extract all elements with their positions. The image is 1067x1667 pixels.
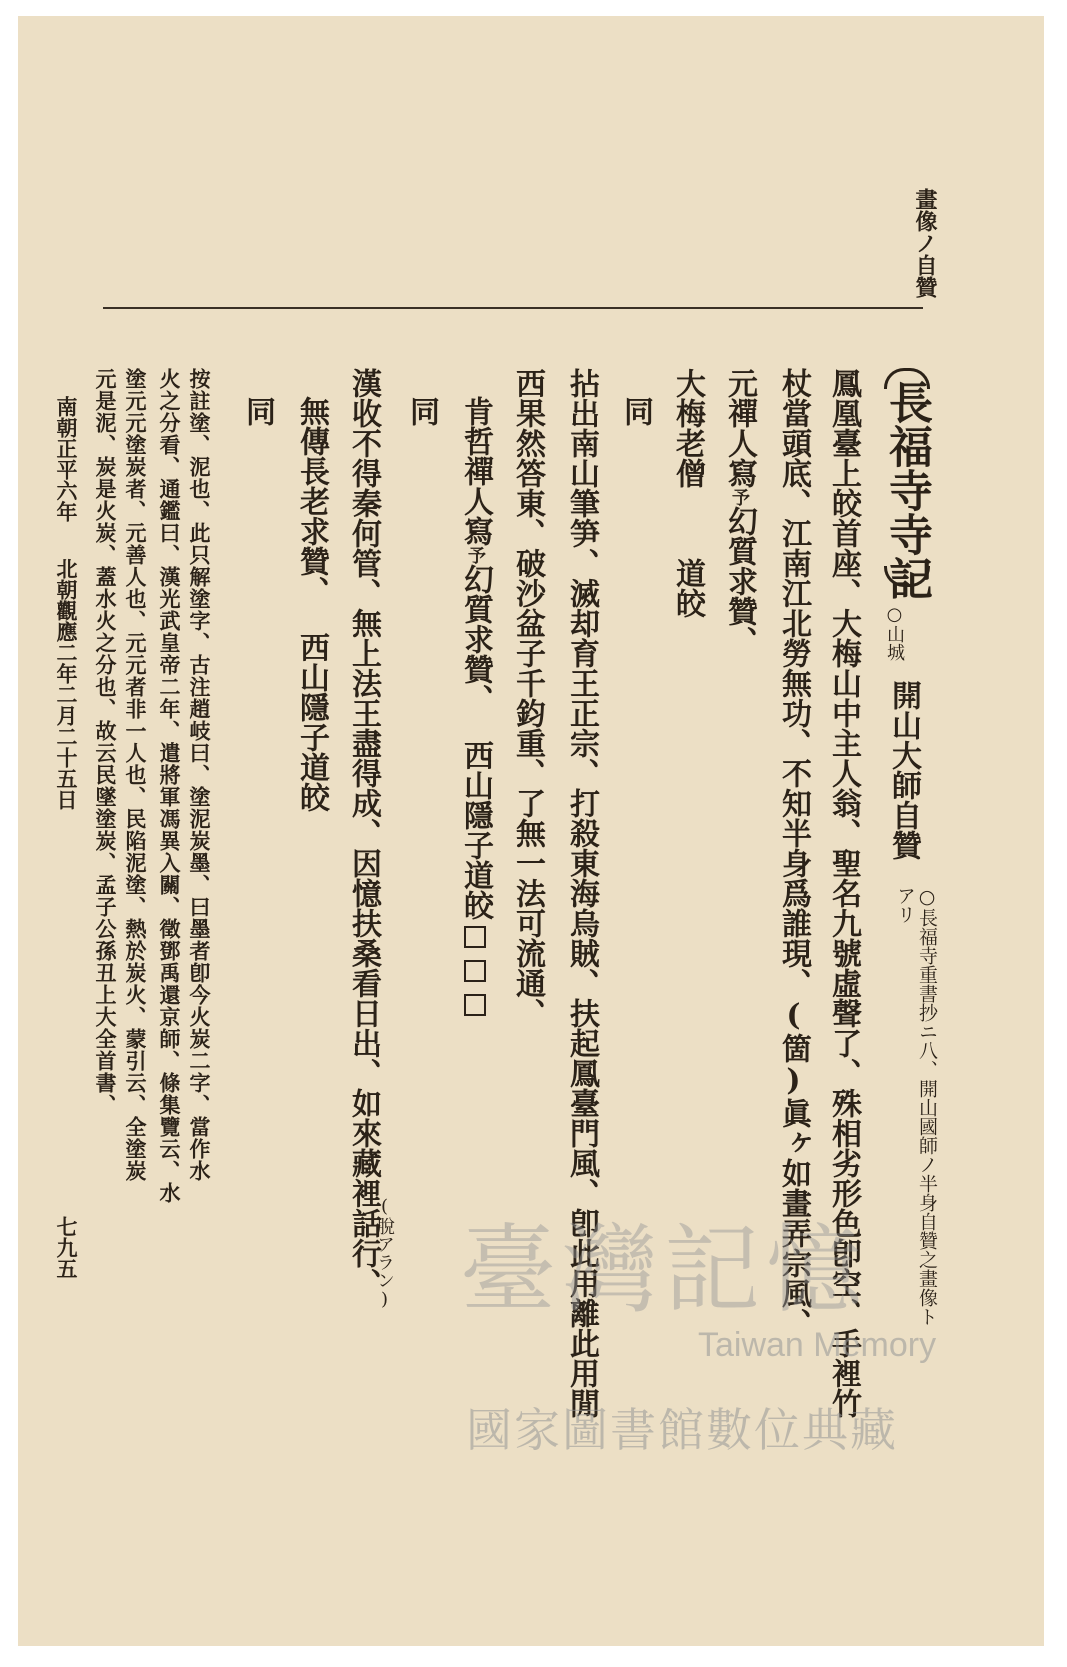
body-line-7: 西果然答東、破沙盆子千鈞重、了無一法可流通、 [510,368,545,1028]
poem-heading: 開山大師自贊 [886,680,921,860]
missing-char-boxes [458,920,493,1022]
poem-same-3: 同 [240,396,275,426]
author-name-2: 西山隱子道皎 [458,740,493,920]
northern-date: 北朝觀應二年二月二十五日 [54,558,79,810]
title-note: ○山城 [884,604,905,661]
poem-heading-note: ○長福寺重書抄ニ八、開山國師ノ半身自贊之畫像トアリ [894,886,938,1326]
author-name: 道皎 [670,558,705,618]
commentary-line-4: 元是泥、炭是火炭、蓋水火之分也、故云民墜塗炭、孟子公孫丑上大全首書、 [93,368,118,1116]
page-number: 七九五 [54,1216,79,1279]
running-header: 畫像ノ自贊 [912,188,938,298]
title-text: 長福寺寺記 [881,380,932,600]
header-rule [103,307,923,309]
poem-same-1: 同 [618,396,653,426]
body-line-6: 拈出南山筆笋、滅却育王正宗、打殺東海烏賊、扶起鳳臺門風、卽此用離此用閒 [564,368,599,1418]
writer-name: 元禪人寫 [722,368,757,488]
commentary-line-1: 按註塗、泥也、此只解塗字、古注趙岐曰、塗泥炭墨、曰墨者卽今火炭二字、當作水 [187,368,212,1182]
pronoun-note-2: 予 [465,546,486,564]
writer-name-2: 肯哲禪人寫 [458,396,493,546]
line-10-text: 漢收不得秦何管、無上法王盡得成、因憶扶桑看日出、如來藏裡話行、 [346,368,381,1298]
southern-date: 南朝正平六年 [54,396,79,522]
document-page [18,16,1044,1646]
footer-date [54,396,78,810]
watermark-english: Taiwan Memory [698,1326,937,1364]
watermark-library: 國家圖書館數位典藏 [466,1403,898,1457]
pronoun-note: 予 [729,488,750,506]
body-line-3 [722,368,756,656]
author-name-3: 西山隱子道皎 [294,632,329,812]
body-line-10 [346,368,380,1298]
commentary-line-3: 塗元元塗炭者、元善人也、元元者非一人也、民陷泥塗、熱於炭火、蒙引云、全塗炭 [123,368,148,1182]
body-line-1: 鳳凰臺上皎首座、大梅山中主人翁、聖名九號虛聲了、殊相劣形色卽空、手裡竹 [826,368,861,1418]
body-line-11 [294,396,328,812]
commentary-line-2: 火之分看、通鑑曰、漢光武皇帝二年、遣將軍馮異入關、徵鄧禹還京師、條集覽云、水 [157,368,182,1204]
poem-same-2: 同 [404,396,439,426]
author-title: 大梅老僧 [670,368,705,488]
body-line-8 [458,396,492,1022]
requester: 無傳長老求贊、 [294,396,329,606]
watermark-logo-text: 臺灣記憶 [460,1214,868,1326]
request-text-2: 幻質求贊、 [458,564,493,714]
body-line-2: 杖當頭底、江南江北勞無功、不知半身爲誰現、(箇)眞ヶ如畫弄宗風、 [776,368,811,1338]
omission-note: (脫アラン) [374,1196,395,1310]
body-line-4 [670,368,704,618]
request-text: 幻質求贊、 [722,506,757,656]
